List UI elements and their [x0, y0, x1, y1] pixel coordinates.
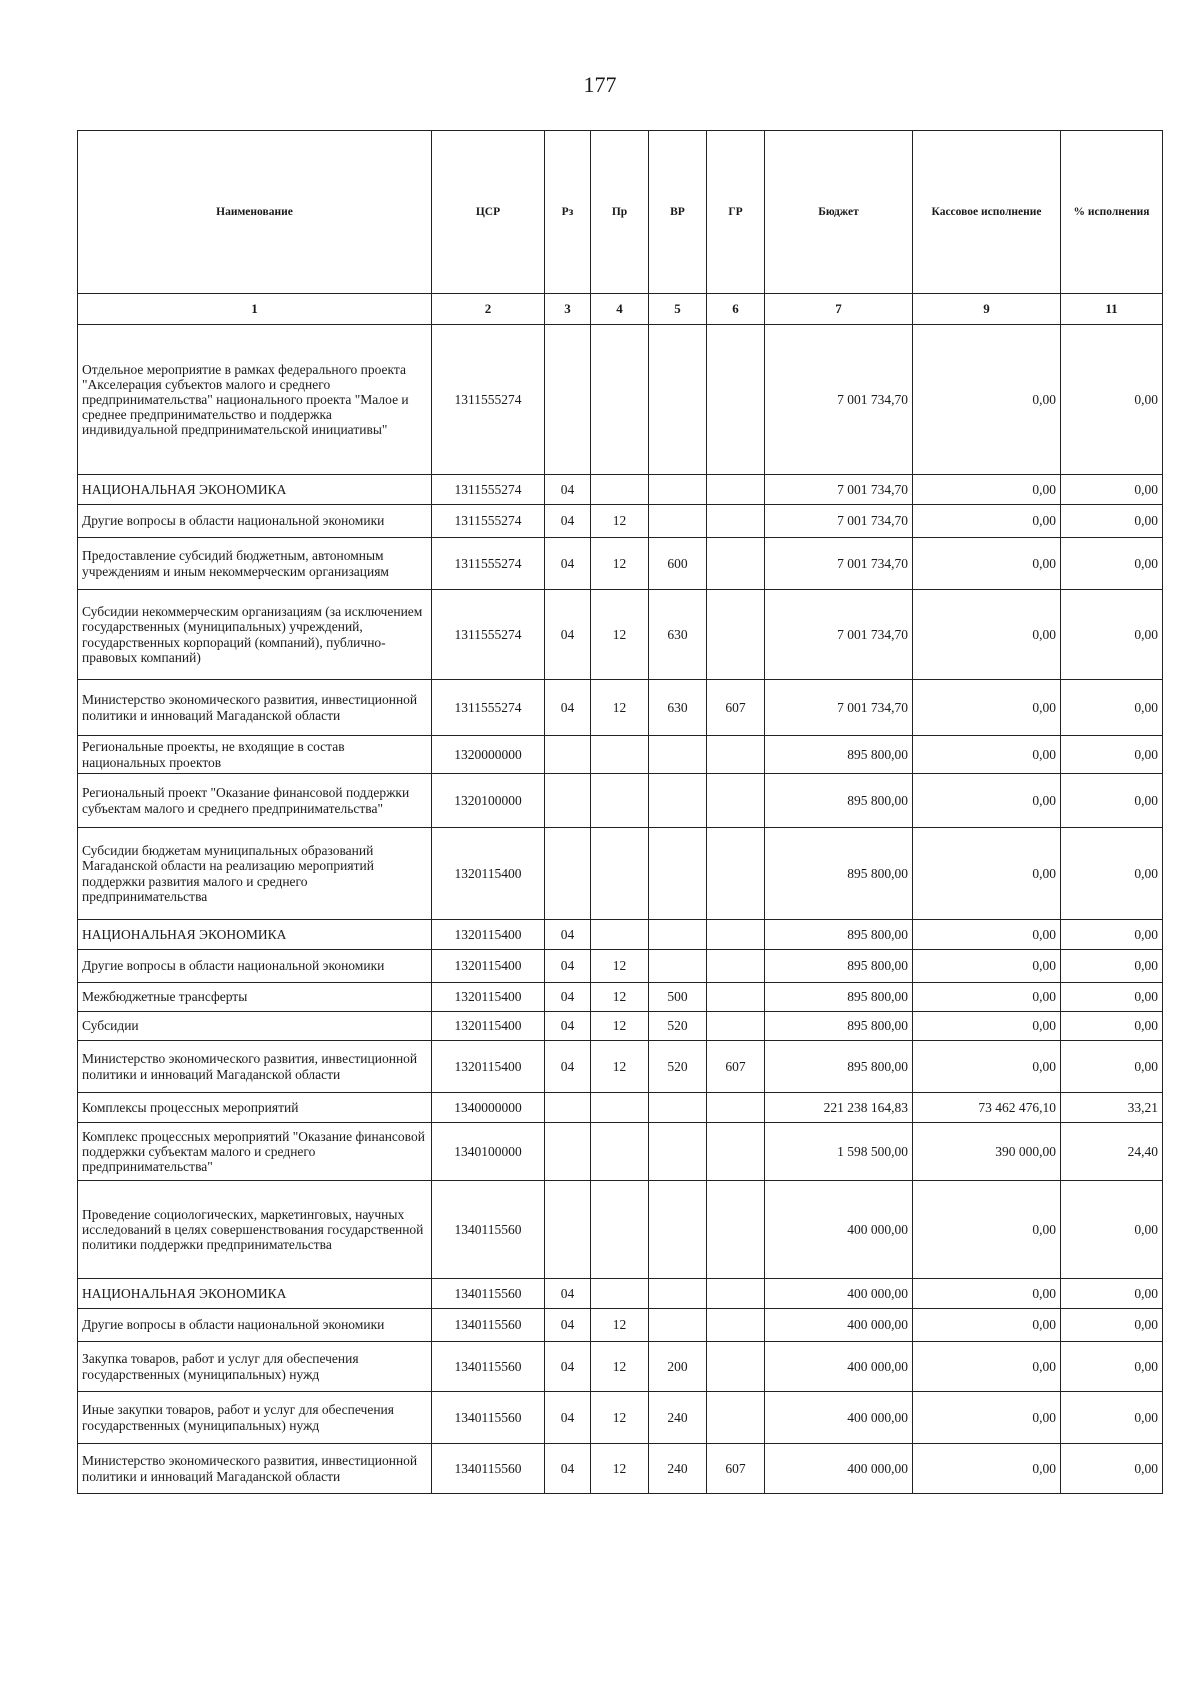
- row-vr-code: 520: [649, 1041, 707, 1093]
- row-cash-execution-amount: 0,00: [913, 1041, 1061, 1093]
- column-number: 9: [913, 294, 1061, 325]
- row-execution-percent: 0,00: [1061, 475, 1163, 505]
- column-number: 1: [78, 294, 432, 325]
- row-csr-code: 1311555274: [432, 590, 545, 680]
- row-pr-code: 12: [591, 538, 649, 590]
- row-name: Другие вопросы в области национальной экономики: [78, 950, 432, 983]
- row-rz-code: [545, 1181, 591, 1279]
- row-cash-execution-amount: 0,00: [913, 680, 1061, 736]
- row-execution-percent: 0,00: [1061, 828, 1163, 920]
- row-vr-code: [649, 1309, 707, 1342]
- row-pr-code: 12: [591, 950, 649, 983]
- row-gr-code: [707, 590, 765, 680]
- row-csr-code: 1340115560: [432, 1309, 545, 1342]
- row-execution-percent: 0,00: [1061, 950, 1163, 983]
- row-pr-code: 12: [591, 1012, 649, 1041]
- table-row: [78, 1093, 1163, 1123]
- row-vr-code: [649, 1123, 707, 1181]
- row-csr-code: 1340115560: [432, 1392, 545, 1444]
- row-cash-execution-amount: 0,00: [913, 1309, 1061, 1342]
- row-csr-code: 1320115400: [432, 983, 545, 1012]
- row-csr-code: 1320115400: [432, 1012, 545, 1041]
- header-gr: ГР: [707, 131, 765, 294]
- row-gr-code: [707, 950, 765, 983]
- row-budget-amount: 895 800,00: [765, 1041, 913, 1093]
- header-vr: ВР: [649, 131, 707, 294]
- row-csr-code: 1320115400: [432, 950, 545, 983]
- row-pr-code: [591, 1123, 649, 1181]
- row-name: Проведение социологических, маркетинговых, научных исследований в целях совершенствования государственной политики поддержки предпринимательства: [78, 1181, 432, 1279]
- table-row: [78, 1012, 1163, 1041]
- row-rz-code: [545, 1123, 591, 1181]
- row-budget-amount: 221 238 164,83: [765, 1093, 913, 1123]
- row-pr-code: 12: [591, 1392, 649, 1444]
- row-cash-execution-amount: 0,00: [913, 1342, 1061, 1392]
- row-budget-amount: 400 000,00: [765, 1309, 913, 1342]
- row-vr-code: [649, 950, 707, 983]
- row-vr-code: [649, 774, 707, 828]
- row-execution-percent: 0,00: [1061, 920, 1163, 950]
- row-execution-percent: 0,00: [1061, 983, 1163, 1012]
- table-row: [78, 920, 1163, 950]
- row-execution-percent: 0,00: [1061, 1181, 1163, 1279]
- row-budget-amount: 1 598 500,00: [765, 1123, 913, 1181]
- row-pr-code: [591, 1279, 649, 1309]
- row-rz-code: 04: [545, 1279, 591, 1309]
- row-budget-amount: 7 001 734,70: [765, 680, 913, 736]
- row-cash-execution-amount: 0,00: [913, 1279, 1061, 1309]
- column-number: 3: [545, 294, 591, 325]
- row-csr-code: 1320115400: [432, 1041, 545, 1093]
- row-rz-code: 04: [545, 475, 591, 505]
- row-cash-execution-amount: 390 000,00: [913, 1123, 1061, 1181]
- row-name: Комплекс процессных мероприятий "Оказание финансовой поддержки субъектам малого и среднего предпринимательства": [78, 1123, 432, 1181]
- table-row: [78, 590, 1163, 680]
- row-execution-percent: 24,40: [1061, 1123, 1163, 1181]
- row-budget-amount: 400 000,00: [765, 1279, 913, 1309]
- row-csr-code: 1340115560: [432, 1181, 545, 1279]
- row-gr-code: [707, 1392, 765, 1444]
- row-rz-code: 04: [545, 590, 591, 680]
- row-rz-code: [545, 1093, 591, 1123]
- row-csr-code: 1320115400: [432, 920, 545, 950]
- row-execution-percent: 0,00: [1061, 1392, 1163, 1444]
- row-pr-code: [591, 475, 649, 505]
- row-budget-amount: 895 800,00: [765, 983, 913, 1012]
- row-name: Субсидии бюджетам муниципальных образований Магаданской области на реализацию мероприятий поддержки развития малого и среднего предпринимательства: [78, 828, 432, 920]
- row-vr-code: 240: [649, 1392, 707, 1444]
- row-name: НАЦИОНАЛЬНАЯ ЭКОНОМИКА: [78, 920, 432, 950]
- row-name: Министерство экономического развития, инвестиционной политики и инноваций Магаданской области: [78, 1041, 432, 1093]
- row-name: Комплексы процессных мероприятий: [78, 1093, 432, 1123]
- row-cash-execution-amount: 0,00: [913, 325, 1061, 475]
- table-row: [78, 1181, 1163, 1279]
- table-row: [78, 736, 1163, 774]
- row-gr-code: [707, 1342, 765, 1392]
- row-cash-execution-amount: 0,00: [913, 983, 1061, 1012]
- row-rz-code: 04: [545, 950, 591, 983]
- row-pr-code: [591, 1093, 649, 1123]
- row-pr-code: 12: [591, 1041, 649, 1093]
- header-csr: ЦСР: [432, 131, 545, 294]
- row-vr-code: 240: [649, 1444, 707, 1494]
- row-gr-code: 607: [707, 680, 765, 736]
- row-name: НАЦИОНАЛЬНАЯ ЭКОНОМИКА: [78, 475, 432, 505]
- row-rz-code: 04: [545, 920, 591, 950]
- row-rz-code: 04: [545, 1012, 591, 1041]
- row-execution-percent: 0,00: [1061, 1309, 1163, 1342]
- row-cash-execution-amount: 0,00: [913, 828, 1061, 920]
- row-execution-percent: 0,00: [1061, 680, 1163, 736]
- row-budget-amount: 7 001 734,70: [765, 325, 913, 475]
- row-csr-code: 1340115560: [432, 1279, 545, 1309]
- row-name: НАЦИОНАЛЬНАЯ ЭКОНОМИКА: [78, 1279, 432, 1309]
- row-cash-execution-amount: 0,00: [913, 1012, 1061, 1041]
- header-name: Наименование: [78, 131, 432, 294]
- column-number: 4: [591, 294, 649, 325]
- row-vr-code: [649, 828, 707, 920]
- row-rz-code: [545, 828, 591, 920]
- row-gr-code: [707, 1093, 765, 1123]
- row-execution-percent: 0,00: [1061, 505, 1163, 538]
- row-budget-amount: 895 800,00: [765, 950, 913, 983]
- row-vr-code: [649, 920, 707, 950]
- row-cash-execution-amount: 0,00: [913, 774, 1061, 828]
- row-gr-code: [707, 1181, 765, 1279]
- table-row: [78, 680, 1163, 736]
- row-gr-code: [707, 1279, 765, 1309]
- row-vr-code: [649, 1181, 707, 1279]
- table-header: [78, 131, 1163, 325]
- header-row: [78, 131, 1163, 294]
- row-vr-code: [649, 1279, 707, 1309]
- row-budget-amount: 7 001 734,70: [765, 590, 913, 680]
- row-name: Отдельное мероприятие в рамках федерального проекта "Акселерация субъектов малого и среднего предпринимательства" национального проекта "Малое и среднее предпринимательство и поддержка индивидуальной предпринимательской инициативы": [78, 325, 432, 475]
- row-gr-code: [707, 325, 765, 475]
- header-execution-percent: % исполнения: [1061, 131, 1163, 294]
- row-pr-code: [591, 920, 649, 950]
- table-row: [78, 1309, 1163, 1342]
- row-gr-code: [707, 828, 765, 920]
- row-vr-code: [649, 505, 707, 538]
- row-cash-execution-amount: 0,00: [913, 950, 1061, 983]
- row-csr-code: 1311555274: [432, 325, 545, 475]
- row-execution-percent: 0,00: [1061, 736, 1163, 774]
- row-rz-code: [545, 325, 591, 475]
- row-gr-code: [707, 505, 765, 538]
- row-name: Министерство экономического развития, инвестиционной политики и инноваций Магаданской области: [78, 680, 432, 736]
- row-execution-percent: 0,00: [1061, 774, 1163, 828]
- row-gr-code: [707, 1309, 765, 1342]
- row-gr-code: [707, 774, 765, 828]
- row-name: Региональные проекты, не входящие в состав национальных проектов: [78, 736, 432, 774]
- column-number-row: [78, 294, 1163, 325]
- page-number: 177: [583, 72, 617, 97]
- row-cash-execution-amount: 0,00: [913, 475, 1061, 505]
- row-pr-code: [591, 774, 649, 828]
- row-csr-code: 1320115400: [432, 828, 545, 920]
- row-csr-code: 1311555274: [432, 505, 545, 538]
- row-vr-code: 200: [649, 1342, 707, 1392]
- row-gr-code: [707, 736, 765, 774]
- budget-execution-table: [77, 130, 1163, 1494]
- row-cash-execution-amount: 0,00: [913, 1444, 1061, 1494]
- row-name: Субсидии: [78, 1012, 432, 1041]
- row-name: Другие вопросы в области национальной экономики: [78, 505, 432, 538]
- header-budget: Бюджет: [765, 131, 913, 294]
- table-row: [78, 950, 1163, 983]
- row-rz-code: 04: [545, 983, 591, 1012]
- row-pr-code: [591, 736, 649, 774]
- row-execution-percent: 0,00: [1061, 1279, 1163, 1309]
- row-name: Межбюджетные трансферты: [78, 983, 432, 1012]
- row-budget-amount: 7 001 734,70: [765, 538, 913, 590]
- header-rz: Рз: [545, 131, 591, 294]
- row-rz-code: 04: [545, 1041, 591, 1093]
- row-name: Министерство экономического развития, инвестиционной политики и инноваций Магаданской области: [78, 1444, 432, 1494]
- row-vr-code: [649, 736, 707, 774]
- row-csr-code: 1320000000: [432, 736, 545, 774]
- row-name: Иные закупки товаров, работ и услуг для обеспечения государственных (муниципальных) нужд: [78, 1392, 432, 1444]
- row-cash-execution-amount: 0,00: [913, 736, 1061, 774]
- row-budget-amount: 895 800,00: [765, 920, 913, 950]
- column-number: 5: [649, 294, 707, 325]
- table-row: [78, 505, 1163, 538]
- column-number: 2: [432, 294, 545, 325]
- row-budget-amount: 895 800,00: [765, 774, 913, 828]
- table-row: [78, 1279, 1163, 1309]
- row-rz-code: 04: [545, 1444, 591, 1494]
- row-pr-code: [591, 828, 649, 920]
- row-execution-percent: 0,00: [1061, 590, 1163, 680]
- row-pr-code: 12: [591, 1309, 649, 1342]
- row-rz-code: [545, 736, 591, 774]
- row-pr-code: 12: [591, 983, 649, 1012]
- table-row: [78, 828, 1163, 920]
- row-pr-code: 12: [591, 680, 649, 736]
- row-budget-amount: 895 800,00: [765, 1012, 913, 1041]
- column-number: 11: [1061, 294, 1163, 325]
- row-csr-code: 1340115560: [432, 1342, 545, 1392]
- row-budget-amount: 895 800,00: [765, 828, 913, 920]
- row-name: Субсидии некоммерческим организациям (за исключением государственных (муниципальных) учреждений, государственных корпораций (компаний), публично-правовых компаний): [78, 590, 432, 680]
- row-execution-percent: 0,00: [1061, 1342, 1163, 1392]
- row-budget-amount: 895 800,00: [765, 736, 913, 774]
- row-rz-code: 04: [545, 505, 591, 538]
- row-execution-percent: 0,00: [1061, 1444, 1163, 1494]
- row-pr-code: 12: [591, 505, 649, 538]
- table-row: [78, 1041, 1163, 1093]
- header-cash-execution: Кассовое исполнение: [913, 131, 1061, 294]
- row-rz-code: 04: [545, 1309, 591, 1342]
- row-vr-code: 600: [649, 538, 707, 590]
- row-gr-code: [707, 538, 765, 590]
- row-csr-code: 1320100000: [432, 774, 545, 828]
- row-pr-code: [591, 325, 649, 475]
- table-row: [78, 1392, 1163, 1444]
- column-number: 7: [765, 294, 913, 325]
- row-name: Закупка товаров, работ и услуг для обеспечения государственных (муниципальных) нужд: [78, 1342, 432, 1392]
- row-budget-amount: 400 000,00: [765, 1392, 913, 1444]
- table-row: [78, 1123, 1163, 1181]
- row-rz-code: 04: [545, 538, 591, 590]
- row-gr-code: [707, 1123, 765, 1181]
- row-budget-amount: 7 001 734,70: [765, 505, 913, 538]
- row-name: Региональный проект "Оказание финансовой поддержки субъектам малого и среднего предпринимательства": [78, 774, 432, 828]
- row-csr-code: 1311555274: [432, 475, 545, 505]
- row-vr-code: 630: [649, 680, 707, 736]
- row-pr-code: [591, 1181, 649, 1279]
- row-vr-code: 520: [649, 1012, 707, 1041]
- row-rz-code: 04: [545, 1392, 591, 1444]
- table-body: [78, 325, 1163, 1494]
- table-row: [78, 1342, 1163, 1392]
- row-cash-execution-amount: 73 462 476,10: [913, 1093, 1061, 1123]
- row-execution-percent: 0,00: [1061, 1012, 1163, 1041]
- row-cash-execution-amount: 0,00: [913, 1181, 1061, 1279]
- row-execution-percent: 33,21: [1061, 1093, 1163, 1123]
- row-vr-code: 630: [649, 590, 707, 680]
- row-csr-code: 1340115560: [432, 1444, 545, 1494]
- row-execution-percent: 0,00: [1061, 325, 1163, 475]
- row-csr-code: 1340000000: [432, 1093, 545, 1123]
- row-vr-code: [649, 1093, 707, 1123]
- row-cash-execution-amount: 0,00: [913, 920, 1061, 950]
- row-vr-code: 500: [649, 983, 707, 1012]
- row-csr-code: 1311555274: [432, 680, 545, 736]
- row-pr-code: 12: [591, 1444, 649, 1494]
- row-gr-code: 607: [707, 1444, 765, 1494]
- table-row: [78, 774, 1163, 828]
- header-pr: Пр: [591, 131, 649, 294]
- row-name: Предоставление субсидий бюджетным, автономным учреждениям и иным некоммерческим организациям: [78, 538, 432, 590]
- table-row: [78, 475, 1163, 505]
- row-name: Другие вопросы в области национальной экономики: [78, 1309, 432, 1342]
- row-cash-execution-amount: 0,00: [913, 590, 1061, 680]
- row-gr-code: [707, 475, 765, 505]
- row-budget-amount: 400 000,00: [765, 1181, 913, 1279]
- row-cash-execution-amount: 0,00: [913, 538, 1061, 590]
- table-row: [78, 983, 1163, 1012]
- row-rz-code: 04: [545, 1342, 591, 1392]
- row-budget-amount: 400 000,00: [765, 1444, 913, 1494]
- row-vr-code: [649, 325, 707, 475]
- row-gr-code: [707, 983, 765, 1012]
- row-gr-code: [707, 1012, 765, 1041]
- row-execution-percent: 0,00: [1061, 1041, 1163, 1093]
- row-rz-code: [545, 774, 591, 828]
- table-row: [78, 325, 1163, 475]
- row-csr-code: 1311555274: [432, 538, 545, 590]
- row-gr-code: [707, 920, 765, 950]
- row-gr-code: 607: [707, 1041, 765, 1093]
- row-pr-code: 12: [591, 1342, 649, 1392]
- table-row: [78, 538, 1163, 590]
- table-row: [78, 1444, 1163, 1494]
- row-pr-code: 12: [591, 590, 649, 680]
- row-vr-code: [649, 475, 707, 505]
- row-rz-code: 04: [545, 680, 591, 736]
- column-number: 6: [707, 294, 765, 325]
- row-budget-amount: 400 000,00: [765, 1342, 913, 1392]
- row-execution-percent: 0,00: [1061, 538, 1163, 590]
- row-cash-execution-amount: 0,00: [913, 505, 1061, 538]
- row-csr-code: 1340100000: [432, 1123, 545, 1181]
- row-cash-execution-amount: 0,00: [913, 1392, 1061, 1444]
- row-budget-amount: 7 001 734,70: [765, 475, 913, 505]
